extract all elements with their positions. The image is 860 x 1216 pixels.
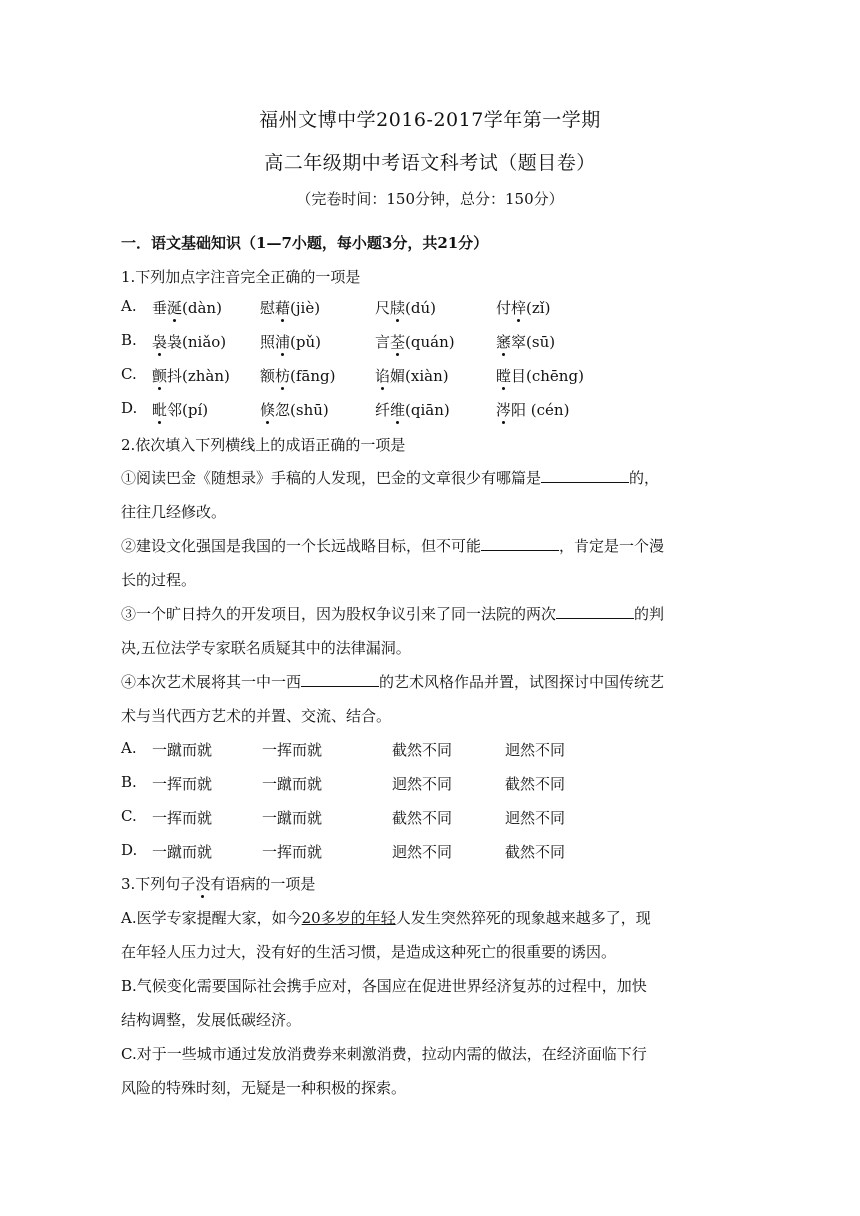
q2-sentence-3-cont: 决,五位法学专家联名质疑其中的法律漏洞。 <box>121 639 411 657</box>
dotted-char: 涎 <box>167 299 183 317</box>
section1-heading: 一．语文基础知识（1—7小题，每小题3分，共21分） <box>121 234 489 252</box>
q1-option-item <box>496 297 550 318</box>
option-text: 袅(niǎo) <box>167 333 227 351</box>
option-text: 慰 <box>260 299 276 317</box>
q2-s2-text-a: ②建设文化强国是我国的一个长远战略目标，但不可能 <box>121 537 482 555</box>
q1-option-letter: D. <box>121 399 138 417</box>
q2-sentence-3 <box>121 603 664 624</box>
q1-option-item <box>152 297 222 318</box>
exam-title-line2: 高二年级期中考语文科考试（题目卷） <box>264 152 596 174</box>
q3-stem-text-b: 有语病的一项是 <box>210 875 316 893</box>
exam-subtitle: （完卷时间：150分钟，总分：150分） <box>296 190 564 208</box>
q2-sentence-4-cont: 术与当代西方艺术的并置、交流、结合。 <box>121 707 392 725</box>
option-text: (fāng) <box>290 367 336 385</box>
q3-option-b: B.气候变化需要国际社会携手应对，各国应在促进世界经济复苏的过程中，加快 <box>121 977 647 995</box>
q2-option-letter: C. <box>121 807 137 825</box>
q1-option-item <box>375 399 450 420</box>
q1-option-item <box>260 399 329 420</box>
q2-s3-text-a: ③一个旷日持久的开发项目，因为股权争议引来了同一法院的两次 <box>121 605 557 623</box>
q2-sentence-2 <box>121 535 664 556</box>
answer-blank <box>541 468 629 483</box>
dotted-char: 窸 <box>496 333 512 351</box>
q2-stem: 2.依次填入下列横线上的成语正确的一项是 <box>121 436 406 454</box>
dotted-char: 维 <box>390 401 406 419</box>
option-text: 忽(shū) <box>275 401 329 419</box>
q1-option-item <box>260 331 321 352</box>
q2-s1-text-b: 的， <box>629 469 660 487</box>
q1-option-item <box>152 399 208 420</box>
option-text: 额 <box>260 367 276 385</box>
q1-option-item <box>496 399 569 420</box>
q1-stem: 1.下列加点字注音完全正确的一项是 <box>121 268 361 286</box>
option-text: (dàn) <box>182 299 222 317</box>
option-text: (qiān) <box>405 401 450 419</box>
option-text: 照 <box>260 333 276 351</box>
answer-blank <box>301 672 379 687</box>
option-text: 付 <box>496 299 512 317</box>
q2-s4-text-a: ④本次艺术展将其一中一西 <box>121 673 302 691</box>
option-text: (pǔ) <box>290 333 321 351</box>
q2-sentence-1 <box>121 467 659 488</box>
option-text: 媚(xiàn) <box>390 367 449 385</box>
option-text: 邻(pí) <box>167 401 209 419</box>
dotted-char: 袅 <box>152 333 168 351</box>
q3-a-text-b: 人发生突然猝死的现象越来越多了，现 <box>395 909 651 927</box>
q1-option-item <box>375 365 449 386</box>
q2-s3-text-b: 的判 <box>634 605 665 623</box>
q2-option-idiom: 迥然不同 <box>505 741 566 759</box>
q1-option-item <box>375 297 436 318</box>
dotted-char: 牍 <box>390 299 406 317</box>
option-text: (quán) <box>405 333 455 351</box>
q2-option-idiom: 一蹴而就 <box>152 843 213 861</box>
option-text: 言 <box>375 333 391 351</box>
option-text: (zǐ) <box>526 299 551 317</box>
option-text: 窣(sū) <box>511 333 556 351</box>
q2-option-idiom: 一挥而就 <box>262 741 323 759</box>
q2-option-idiom: 截然不同 <box>392 741 453 759</box>
q1-option-letter: A. <box>121 297 137 315</box>
q2-sentence-2-cont: 长的过程。 <box>121 571 197 589</box>
q2-option-idiom: 一挥而就 <box>152 809 213 827</box>
q2-s1-text-a: ①阅读巴金《随想录》手稿的人发现，巴金的文章很少有哪篇是 <box>121 469 542 487</box>
dotted-char: 涔 <box>496 401 512 419</box>
dotted-char: 浦 <box>275 333 291 351</box>
q2-option-idiom: 截然不同 <box>392 809 453 827</box>
dotted-char: 荃 <box>390 333 406 351</box>
dotted-char: 藉 <box>275 299 291 317</box>
q2-option-idiom: 一挥而就 <box>152 775 213 793</box>
q2-sentence-1-cont: 往往几经修改。 <box>121 503 227 521</box>
q3-option-c: C.对于一些城市通过发放消费券来刺激消费，拉动内需的做法，在经济面临下行 <box>121 1045 647 1063</box>
option-text: 尺 <box>375 299 391 317</box>
q2-option-idiom: 迥然不同 <box>392 843 453 861</box>
q2-option-idiom: 一挥而就 <box>262 843 323 861</box>
q2-option-idiom: 截然不同 <box>505 775 566 793</box>
dotted-char: 倏 <box>260 401 276 419</box>
q2-s4-text-b: 的艺术风格作品并置，试图探讨中国传统艺 <box>379 673 665 691</box>
q2-option-letter: B. <box>121 773 137 791</box>
q2-option-idiom: 截然不同 <box>505 843 566 861</box>
q1-option-item <box>496 365 584 386</box>
q3-a-underlined: 20多岁的年轻 <box>301 909 396 927</box>
q2-option-letter: D. <box>121 841 138 859</box>
q2-option-idiom: 一蹴而就 <box>262 809 323 827</box>
q3-option-b-cont: 结构调整，发展低碳经济。 <box>121 1011 302 1029</box>
q3-option-a <box>121 907 651 928</box>
q2-option-idiom: 一蹴而就 <box>262 775 323 793</box>
q3-stem-text-a: 3.下列句子 <box>121 875 196 893</box>
dotted-char: 梓 <box>511 299 527 317</box>
dotted-char: 枋 <box>275 367 291 385</box>
dotted-char: 谄 <box>375 367 391 385</box>
q3-option-c-cont: 风险的特殊时刻，无疑是一种积极的探索。 <box>121 1079 407 1097</box>
q2-sentence-4 <box>121 671 664 692</box>
q1-option-item <box>152 365 230 386</box>
q1-option-item <box>152 331 226 352</box>
q2-option-idiom: 迥然不同 <box>392 775 453 793</box>
q1-option-item <box>375 331 455 352</box>
option-text: 抖(zhàn) <box>167 367 230 385</box>
q1-option-item <box>496 331 555 352</box>
q1-option-letter: C. <box>121 365 137 383</box>
option-text: (dú) <box>405 299 436 317</box>
exam-title-line1: 福州文博中学2016-2017学年第一学期 <box>259 109 601 131</box>
option-text: 垂 <box>152 299 168 317</box>
q1-option-item <box>260 365 336 386</box>
q3-a-text-a: A.医学专家提醒大家，如今 <box>121 909 302 927</box>
dotted-char: 瞠 <box>496 367 512 385</box>
q3-stem <box>121 873 315 894</box>
q2-option-letter: A. <box>121 739 137 757</box>
answer-blank <box>481 536 559 551</box>
q3-option-a-cont: 在年轻人压力过大，没有好的生活习惯，是造成这种死亡的很重要的诱因。 <box>121 943 617 961</box>
dotted-char: 颤 <box>152 367 168 385</box>
q2-option-idiom: 一蹴而就 <box>152 741 213 759</box>
q2-option-idiom: 迥然不同 <box>505 809 566 827</box>
option-text: 纤 <box>375 401 391 419</box>
dotted-char: 毗 <box>152 401 168 419</box>
q3-stem-dotted-char: 没 <box>195 875 211 893</box>
q1-option-letter: B. <box>121 331 137 349</box>
option-text: (jiè) <box>290 299 321 317</box>
answer-blank <box>556 604 634 619</box>
q1-option-item <box>260 297 320 318</box>
q2-s2-text-b: ，肯定是一个漫 <box>559 537 665 555</box>
option-text: 阳 (cén) <box>511 401 570 419</box>
option-text: 目(chēng) <box>511 367 584 385</box>
